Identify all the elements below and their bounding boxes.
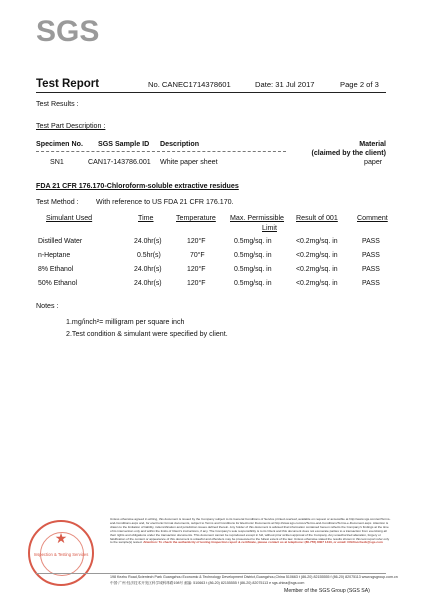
material-header-line1: Material (359, 140, 386, 148)
material-header (300, 140, 386, 158)
temperature-cell: 120°F (187, 238, 206, 245)
result-cell: <0.2mg/sq. in (296, 252, 338, 259)
material-header-line2: (claimed by the client) (311, 149, 386, 157)
member-text: Member of the SGS Group (SGS SA) (284, 588, 370, 594)
address-chinese: 中国·广州·经济技术开发区科学城科珠路198号 邮编: 510663 t (86-20) 82155555 f (86-20) 82075113 e sgs.china@sgs.com (110, 581, 305, 585)
disclaimer-attention: Attention: To check the authenticity of testing /inspection report & certificate, please contact us at telephone: (86-755) 8307 1443, or email: CN.Doccheck@sgs.com (143, 540, 383, 545)
col-max-permissible: Max. Permissible (230, 214, 285, 222)
simulant-cell: Distilled Water (38, 238, 83, 245)
official-stamp (28, 520, 94, 586)
stamp-text: Inspection & Testing Services (33, 552, 89, 557)
simulant-cell: n-Heptane (38, 252, 71, 259)
test-method-label: Test Method : (36, 198, 79, 206)
note-item: 1.mg/inch²= milligram per square inch (66, 318, 185, 326)
specimen-header-divider (36, 151, 286, 152)
test-results-label: Test Results : (36, 100, 79, 108)
result-cell: <0.2mg/sq. in (296, 280, 338, 287)
col-comment: Comment (357, 214, 388, 222)
disclaimer-body: Unless otherwise agreed in writing, this document is issued by the Company subject to its General Conditions of Service printed overleaf, available on request or accessible at http://www.sgs.com/en/Terms-and-Conditions.aspx and, for electronic format documents, subject to Terms and Conditions for Electronic Documents at http://www.sgs.com/en/Terms-and-Conditions/Terms-e-Document.aspx. Attention is drawn to the limitation of liability, indemnification and jurisdiction issues defined therein. Any holder of this document is advised that information contained hereon reflects the Company's findings at the time of its intervention only and within the limits of Client's instructions, if any. The Company's sole responsibility is to its Client and this document does not exonerate parties to a transaction from exercising all their rights and obligations under the transaction documents. This document cannot be reproduced except in full, without prior written approval of the Company. Any unauthorized alteration, forgery or falsification of the content or appearance of this document is unlawful and offenders may be prosecuted to the fullest extent of the law. Unless otherwise stated the results shown in this test report refer only to the sample(s) tested. (110, 517, 391, 545)
comment-cell: PASS (362, 238, 380, 245)
col-time: Time (138, 214, 154, 222)
header-divider (36, 92, 386, 93)
col-simulant: Simulant Used (46, 214, 93, 222)
test-method-text: With reference to US FDA 21 CFR 176.170. (96, 198, 234, 206)
time-cell: 24.0hr(s) (134, 280, 162, 287)
page-number: Page 2 of 3 (340, 80, 379, 89)
logo-text: SGS (36, 15, 100, 48)
result-cell: <0.2mg/sq. in (296, 238, 338, 245)
max-limit-cell: 0.5mg/sq. in (234, 238, 272, 245)
time-cell: 24.0hr(s) (134, 238, 162, 245)
sgs-logo (36, 14, 100, 50)
star-icon: ★ (54, 530, 68, 546)
temperature-cell: 70°F (190, 252, 205, 259)
time-cell: 24.0hr(s) (134, 266, 162, 273)
description-cell: White paper sheet (160, 158, 218, 166)
notes-label: Notes : (36, 302, 59, 310)
result-cell: <0.2mg/sq. in (296, 266, 338, 273)
note-item: 2.Test condition & simulant were specified by client. (66, 330, 228, 338)
section-title: FDA 21 CFR 176.170-Chloroform-soluble extractive residues (36, 182, 239, 190)
temperature-cell: 120°F (187, 266, 206, 273)
report-number: No. CANEC1714378601 (148, 80, 231, 89)
comment-cell: PASS (362, 280, 380, 287)
temperature-cell: 120°F (187, 280, 206, 287)
footer-divider (36, 573, 386, 574)
comment-cell: PASS (362, 252, 380, 259)
max-limit-cell: 0.5mg/sq. in (234, 280, 272, 287)
simulant-cell: 50% Ethanol (38, 280, 78, 287)
specimen-no-cell: SN1 (50, 158, 64, 166)
report-title: Test Report (36, 78, 100, 90)
col-result: Result of 001 (296, 214, 338, 222)
col-temperature: Temperature (176, 214, 216, 222)
comment-cell: PASS (362, 266, 380, 273)
time-cell: 0.5hr(s) (137, 252, 161, 259)
specimen-header: Specimen No. (36, 140, 83, 148)
simulant-cell: 8% Ethanol (38, 266, 74, 273)
description-header: Description (160, 140, 200, 148)
report-date: Date: 31 Jul 2017 (255, 80, 315, 89)
material-cell: paper (364, 158, 383, 166)
test-part-label: Test Part Description : (36, 122, 106, 130)
sample-id-cell: CAN17-143786.001 (88, 158, 151, 166)
address-english: 198 Kezhu Road,Scientech Park Guangzhou Economic & Technology Development District,Guangzhou,China 510663 t (86-20) 82155555 f (86-20) 82075113 www.sgsgroup.com.cn (110, 575, 398, 579)
col-limit: Limit (262, 224, 277, 232)
disclaimer-text (110, 518, 392, 545)
sample-id-header: SGS Sample ID (98, 140, 150, 148)
max-limit-cell: 0.5mg/sq. in (234, 252, 272, 259)
max-limit-cell: 0.5mg/sq. in (234, 266, 272, 273)
